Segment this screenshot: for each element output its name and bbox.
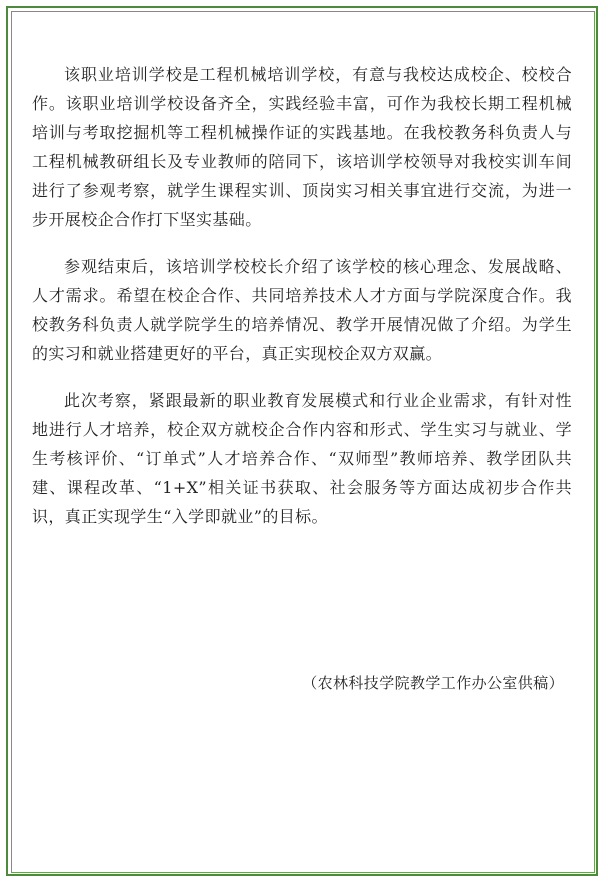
article-source-credit: （农林科技学院教学工作办公室供稿）: [302, 674, 564, 692]
article-body: [32, 60, 572, 549]
paragraph-3: 此次考察，紧跟最新的职业教育发展模式和行业企业需求，有针对性地进行人才培养，校企双方就校企合作内容和形式、学生实习与就业、学生考核评价、“订单式”人才培养合作、“双师型”教师培养、教学团队共建、课程改革、“1+X”相关证书获取、社会服务等方面达成初步合作共识，真正实现学生“入学即就业”的目标。: [32, 391, 572, 526]
paragraph-2: 参观结束后，该培训学校校长介绍了该学校的核心理念、发展战略、人才需求。希望在校企合作、共同培养技术人才方面与学院深度合作。我校教务科负责人就学院学生的培养情况、教学开展情况做了介绍。为学生的实习和就业搭建更好的平台，真正实现校企双方双赢。: [32, 257, 572, 363]
paragraph-1: 该职业培训学校是工程机械培训学校，有意与我校达成校企、校校合作。该职业培训学校设备齐全，实践经验丰富，可作为我校长期工程机械培训与考取挖掘机等工程机械操作证的实践基地。在我校教务科负责人与工程机械教研组长及专业教师的陪同下，该培训学校领导对我校实训车间进行了参观考察，就学生课程实训、顶岗实习相关事宜进行交流，为进一步开展校企合作打下坚实基础。: [32, 65, 572, 229]
